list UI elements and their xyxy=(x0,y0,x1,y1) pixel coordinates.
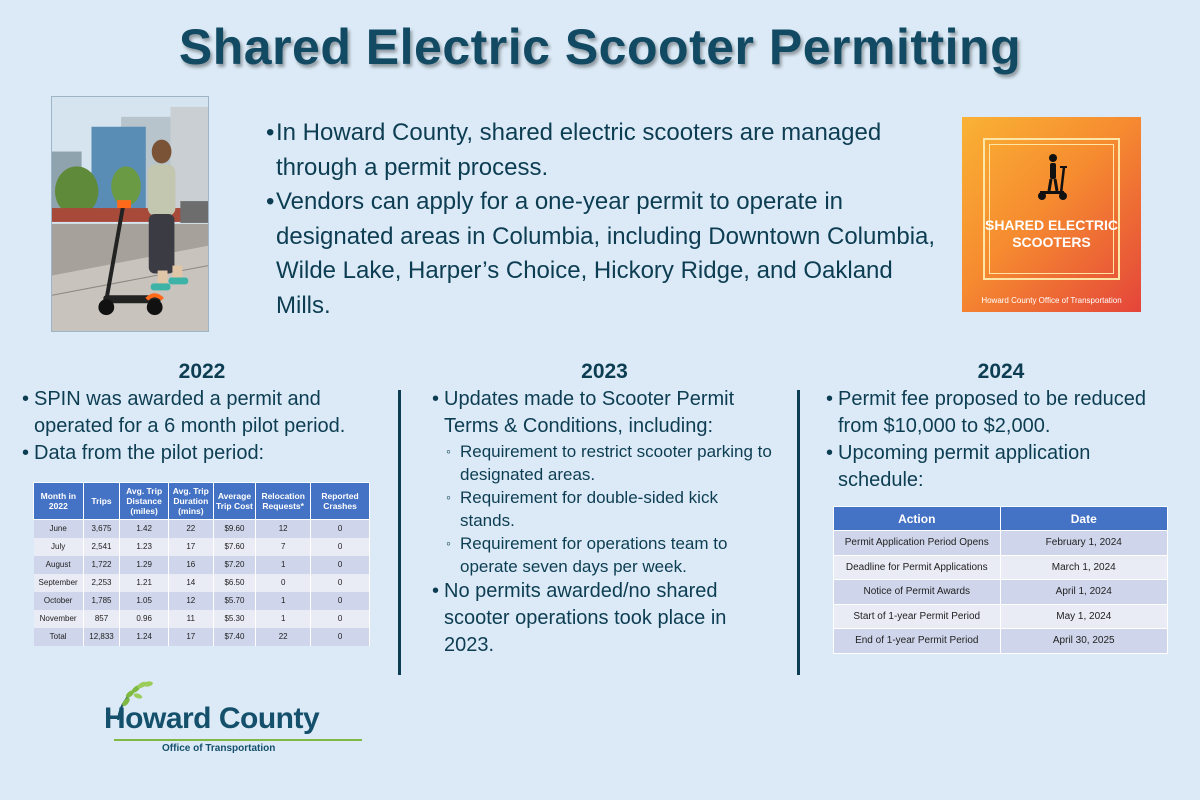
table-row xyxy=(834,629,1168,654)
table-cell: 17 xyxy=(168,628,213,646)
table-header: Trips xyxy=(83,483,120,520)
pilot-data-table xyxy=(33,482,370,646)
table-row xyxy=(34,592,370,610)
table-cell: April 30, 2025 xyxy=(1000,629,1167,654)
column-divider xyxy=(797,390,800,675)
table-cell: 1,785 xyxy=(83,592,120,610)
table-cell: $5.70 xyxy=(213,592,256,610)
table-cell: September xyxy=(34,574,84,592)
heading-2023: 2023 xyxy=(581,360,628,383)
table-cell: 1.29 xyxy=(120,556,169,574)
county-name: Howard County xyxy=(104,702,320,735)
table-cell: 12 xyxy=(256,520,311,538)
table-cell: 1.23 xyxy=(120,538,169,556)
table-row xyxy=(34,538,370,556)
badge-subtitle: Howard County Office of Transportation xyxy=(981,296,1122,305)
table-row xyxy=(834,604,1168,629)
table-header: Reported Crashes xyxy=(311,483,370,520)
table-row xyxy=(34,628,370,646)
table-row xyxy=(834,580,1168,605)
badge-title: SHARED ELECTRIC SCOOTERS xyxy=(984,217,1118,250)
table-cell: July xyxy=(34,538,84,556)
table-cell: 1.42 xyxy=(120,520,169,538)
table-header: Average Trip Cost xyxy=(213,483,256,520)
table-cell: June xyxy=(34,520,84,538)
table-header: Month in 2022 xyxy=(34,483,84,520)
table-cell: $9.60 xyxy=(213,520,256,538)
shared-scooters-badge xyxy=(962,117,1141,312)
table-cell: 0 xyxy=(311,574,370,592)
table-cell: 7 xyxy=(256,538,311,556)
table-cell: February 1, 2024 xyxy=(1000,531,1167,556)
intro-bullet: • Vendors can apply for a one-year permit to operate in designated areas in Columbia, including Downtown Columbia, Wilde Lake, Harper’s Choice, Hickory Ridge, and Oakland Mills. xyxy=(266,185,946,323)
sub-bullet-2023: ◦ Requirement to restrict scooter parking to designated areas. xyxy=(432,440,777,486)
heading-2024: 2024 xyxy=(977,360,1025,383)
table-cell: 14 xyxy=(168,574,213,592)
bullet-2024: • Upcoming permit application schedule: xyxy=(826,440,1176,494)
table-cell: 17 xyxy=(168,538,213,556)
table-row xyxy=(834,531,1168,556)
table-cell: $6.50 xyxy=(213,574,256,592)
table-cell: Start of 1-year Permit Period xyxy=(834,604,1001,629)
table-cell: End of 1-year Permit Period xyxy=(834,629,1001,654)
schedule-table xyxy=(833,506,1168,654)
table-header: Date xyxy=(1000,507,1167,531)
table-cell: Deadline for Permit Applications xyxy=(834,555,1001,580)
office-name: Office of Transportation xyxy=(162,743,276,754)
table-cell: 16 xyxy=(168,556,213,574)
table-row xyxy=(34,520,370,538)
table-cell: Notice of Permit Awards xyxy=(834,580,1001,605)
page-title: Shared Electric Scooter Permitting xyxy=(178,19,1022,75)
table-cell: 1 xyxy=(256,610,311,628)
table-header: Action xyxy=(834,507,1001,531)
table-cell: $5.30 xyxy=(213,610,256,628)
column-divider xyxy=(398,390,401,675)
table-header: Relocation Requests* xyxy=(256,483,311,520)
table-cell: 1,722 xyxy=(83,556,120,574)
table-cell: 1.24 xyxy=(120,628,169,646)
bullet-2022: • SPIN was awarded a permit and operated for a 6 month pilot period. xyxy=(22,386,382,440)
column-2023 xyxy=(432,360,777,659)
bullet-2023: • No permits awarded/no shared scooter operations took place in 2023. xyxy=(432,578,777,659)
table-cell: 11 xyxy=(168,610,213,628)
table-cell: 1.05 xyxy=(120,592,169,610)
table-cell: 2,253 xyxy=(83,574,120,592)
scooter-icon xyxy=(1034,153,1072,201)
table-cell: 12 xyxy=(168,592,213,610)
table-cell: Total xyxy=(34,628,84,646)
table-cell: 0.96 xyxy=(120,610,169,628)
table-cell: March 1, 2024 xyxy=(1000,555,1167,580)
table-cell: 3,675 xyxy=(83,520,120,538)
table-cell: 0 xyxy=(311,556,370,574)
table-cell: 22 xyxy=(256,628,311,646)
sub-bullet-2023: ◦ Requirement for double-sided kick stands. xyxy=(432,486,777,532)
table-cell: $7.60 xyxy=(213,538,256,556)
sub-bullet-2023: ◦ Requirement for operations team to operate seven days per week. xyxy=(432,532,777,578)
table-cell: April 1, 2024 xyxy=(1000,580,1167,605)
column-2022 xyxy=(22,360,382,467)
table-header: Avg. Trip Distance (miles) xyxy=(120,483,169,520)
table-cell: 0 xyxy=(311,628,370,646)
table-cell: October xyxy=(34,592,84,610)
scooter-rider-photo xyxy=(51,96,209,332)
bullet-2023: • Updates made to Scooter Permit Terms & Conditions, including: xyxy=(432,386,777,440)
heading-2022: 2022 xyxy=(178,360,226,383)
bullet-2024: • Permit fee proposed to be reduced from $10,000 to $2,000. xyxy=(826,386,1176,440)
table-header: Avg. Trip Duration (mins) xyxy=(168,483,213,520)
howard-county-logo xyxy=(104,680,364,760)
table-cell: August xyxy=(34,556,84,574)
bullet-2022: • Data from the pilot period: xyxy=(22,440,382,467)
table-cell: 0 xyxy=(311,610,370,628)
table-row xyxy=(34,610,370,628)
table-cell: Permit Application Period Opens xyxy=(834,531,1001,556)
table-cell: $7.40 xyxy=(213,628,256,646)
table-cell: $7.20 xyxy=(213,556,256,574)
table-row xyxy=(834,555,1168,580)
table-row xyxy=(34,556,370,574)
table-cell: 0 xyxy=(311,592,370,610)
table-cell: 857 xyxy=(83,610,120,628)
table-cell: 0 xyxy=(256,574,311,592)
table-row xyxy=(34,574,370,592)
table-cell: 0 xyxy=(311,520,370,538)
intro-bullets xyxy=(266,116,946,323)
table-cell: 1 xyxy=(256,556,311,574)
table-cell: 2,541 xyxy=(83,538,120,556)
table-cell: 1.21 xyxy=(120,574,169,592)
table-cell: 1 xyxy=(256,592,311,610)
table-cell: 22 xyxy=(168,520,213,538)
table-cell: 0 xyxy=(311,538,370,556)
table-cell: 12,833 xyxy=(83,628,120,646)
table-cell: May 1, 2024 xyxy=(1000,604,1167,629)
intro-bullet: • In Howard County, shared electric scooters are managed through a permit process. xyxy=(266,116,946,185)
column-2024 xyxy=(826,360,1176,494)
table-cell: November xyxy=(34,610,84,628)
